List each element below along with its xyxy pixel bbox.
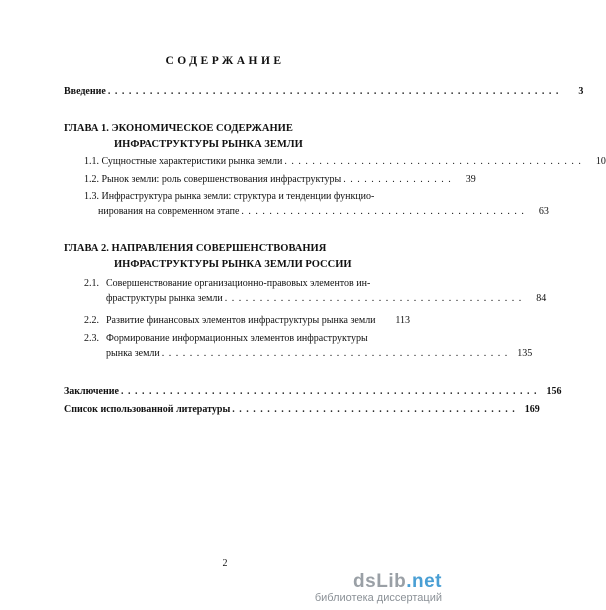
toc-page-number: 39	[465, 174, 476, 185]
toc-entry-2-1[interactable]	[84, 276, 547, 306]
dot-leader: . . . . . . . . . . . . . . . . . . . . . . . . . . . . . . . . . . . . . . . . .	[241, 206, 525, 217]
watermark-logo-main: dsLib	[353, 571, 407, 592]
watermark-subtitle: библиотека диссертаций	[314, 592, 442, 604]
dot-leader: . . . . . . . . . . . . . . . . . . . . . . . . . . . . . . . . . . . . . . . . .	[232, 404, 516, 415]
toc-page-number: 63	[538, 206, 549, 217]
chapter-1-heading-line2: ИНФРАСТРУКТУРЫ РЫНКА ЗЕМЛИ	[114, 139, 303, 150]
watermark-logo-tld: .net	[406, 571, 442, 592]
toc-entry-label: Заключение	[64, 386, 119, 397]
toc-page-number: 156	[546, 386, 562, 397]
toc-section-number: 2.1.	[84, 278, 99, 289]
toc-entry-references[interactable]	[64, 403, 540, 416]
toc-entry-1-2[interactable]	[84, 173, 476, 186]
toc-page-number: 169	[524, 404, 540, 415]
dot-leader: . . . . . . . . . . . . . . . . . . . . . . . . . . . . . . . . . . . . . . . . . . . . . . . . . . . . . . . . . . . .	[120, 386, 538, 397]
toc-entry-label: Формирование информационных элементов инфраструктуры	[106, 333, 368, 344]
toc-page-number: 113	[395, 315, 410, 326]
toc-entry-intro[interactable]	[64, 85, 584, 98]
toc-entry-label: Совершенствование организационно-правовых элементов ин-	[106, 278, 371, 289]
toc-entry-label-continued: нирования на современном этапе	[98, 206, 240, 217]
dot-leader: . . . . . . . . . . . . . . . . . . . . . . . . . . . . . . . . . . . . . . . . . . . . . . . . . . . . . . . . . . . . . . . . .	[107, 86, 560, 97]
toc-section-number: 2.2.	[84, 315, 99, 326]
toc-page-number: 10	[595, 156, 606, 167]
page-title: СОДЕРЖАНИЕ	[165, 55, 285, 67]
toc-page-number: 3	[578, 86, 584, 97]
toc-entry-label: Развитие финансовых элементов инфраструктуры рынка земли	[106, 315, 376, 326]
toc-entry-conclusion[interactable]	[64, 385, 562, 398]
toc-entry-label: Список использованной литературы	[64, 404, 231, 415]
toc-page-number: 84	[536, 293, 547, 304]
watermark-logo	[315, 572, 442, 592]
toc-section-number: 2.3.	[84, 333, 99, 344]
toc-page-number: 135	[517, 348, 533, 359]
toc-entry-label-continued: фраструктуры рынка земли	[106, 293, 223, 304]
chapter-2-heading-line2: ИНФРАСТРУКТУРЫ РЫНКА ЗЕМЛИ РОССИИ	[114, 259, 352, 270]
toc-entry-label: 1.2. Рынок земли: роль совершенствования инфраструктуры	[84, 174, 342, 185]
watermark	[315, 572, 442, 605]
chapter-1-heading-line1: ГЛАВА 1. ЭКОНОМИЧЕСКОЕ СОДЕРЖАНИЕ	[64, 123, 293, 134]
toc-entry-1-1[interactable]	[84, 155, 606, 168]
dot-leader: . . . . . . . . . . . . . . . . . . . . . . . . . . . . . . . . . . . . . . . . . . . . . . . . . .	[161, 348, 509, 359]
toc-entry-1-3[interactable]	[84, 189, 549, 219]
dot-leader: . . . . . . . . . . . . . . . .	[343, 174, 452, 185]
page-number: 2	[222, 558, 228, 569]
toc-entry-label: 1.1. Сущностные характеристики рынка земли	[84, 156, 283, 167]
dot-leader: . . . . . . . . . . . . . . . . . . . . . . . . . . . . . . . . . . . . . . . . . . .	[224, 293, 523, 304]
toc-entry-2-2[interactable]	[84, 314, 410, 327]
toc-entry-label-continued: рынка земли	[106, 348, 160, 359]
toc-entry-2-3[interactable]	[84, 331, 533, 361]
toc-entry-label: Введение	[64, 86, 106, 97]
dot-leader: . . . . . . . . . . . . . . . . . . . . . . . . . . . . . . . . . . . . . . . . . . .	[284, 156, 582, 167]
chapter-2-heading-line1: ГЛАВА 2. НАПРАВЛЕНИЯ СОВЕРШЕНСТВОВАНИЯ	[64, 243, 327, 254]
toc-entry-label: 1.3. Инфраструктура рынка земли: структура и тенденции функцио-	[84, 191, 375, 202]
